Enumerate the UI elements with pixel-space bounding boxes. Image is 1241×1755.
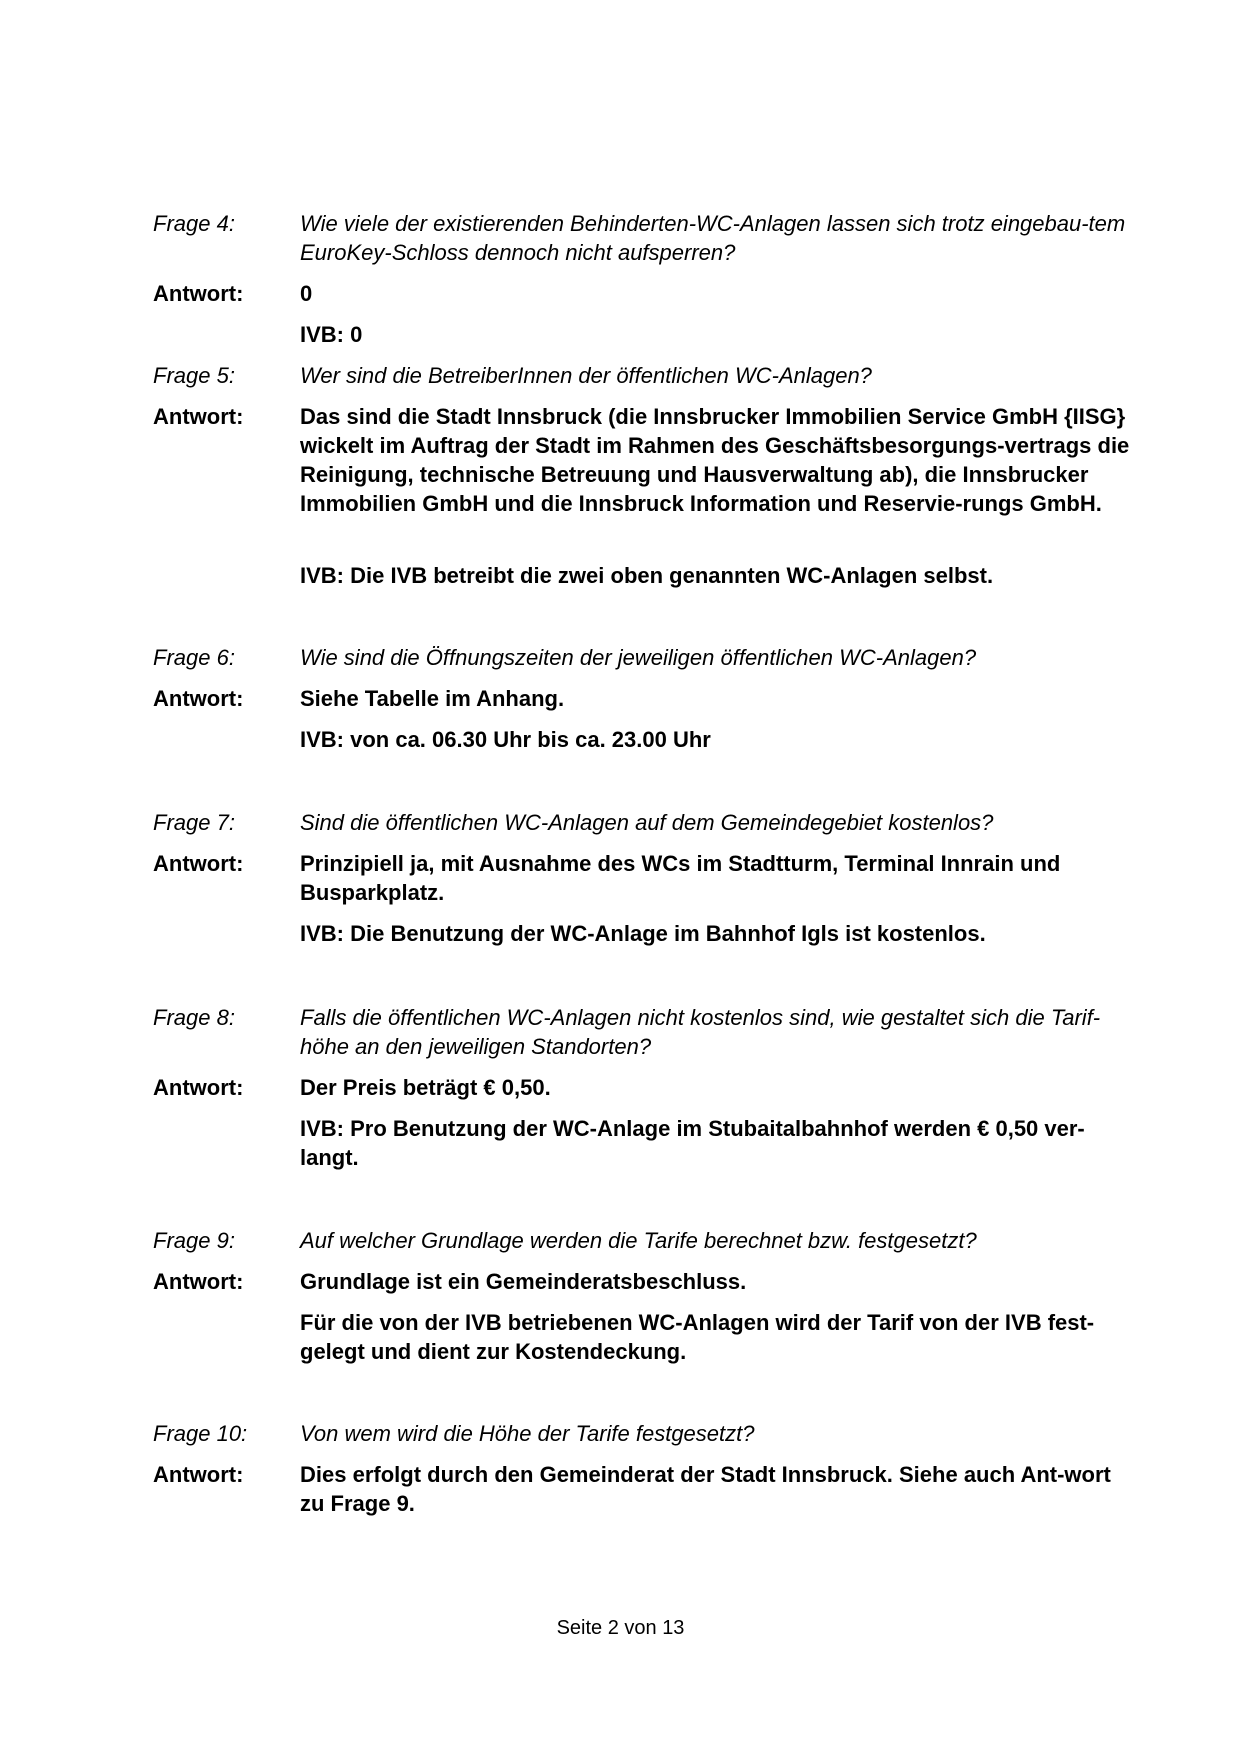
answer-text: Dies erfolgt durch den Gemeinderat der Stadt Innsbruck. Siehe auch Ant-wort zu Frage 9. bbox=[300, 1462, 1111, 1516]
ivb-text: IVB: Pro Benutzung der WC-Anlage im Stubaitalbahnhof werden € 0,50 ver-langt. bbox=[300, 1116, 1085, 1170]
question-label: Frage 10: bbox=[153, 1421, 248, 1446]
answer-text: Prinzipiell ja, mit Ausnahme des WCs im Stadtturm, Terminal Innrain und Busparkplatz. bbox=[300, 851, 1061, 905]
ivb-text: IVB: Die IVB betreibt die zwei oben genannten WC-Anlagen selbst. bbox=[300, 563, 994, 588]
answer-text: Der Preis beträgt € 0,50. bbox=[300, 1075, 551, 1100]
question-label: Frage 4: bbox=[153, 211, 235, 236]
answer-label: Antwort: bbox=[153, 404, 244, 429]
page-number-footer: Seite 2 von 13 bbox=[556, 1617, 685, 1639]
question-text: Wer sind die BetreiberInnen der öffentlichen WC-Anlagen? bbox=[300, 363, 872, 388]
ivb-text: IVB: Die Benutzung der WC-Anlage im Bahnhof Igls ist kostenlos. bbox=[300, 921, 986, 946]
question-text: Wie viele der existierenden Behinderten-WC-Anlagen lassen sich trotz eingebau-tem EuroKey-Schloss dennoch nicht aufsperren? bbox=[300, 211, 1126, 265]
answer-label: Antwort: bbox=[153, 686, 244, 711]
question-text: Von wem wird die Höhe der Tarife festgesetzt? bbox=[300, 1421, 755, 1446]
answer-text: Das sind die Stadt Innsbruck (die Innsbrucker Immobilien Service GmbH {IISG} wickelt im Auftrag der Stadt im Rahmen des Geschäftsbesorgungs-vertrags die Reinigung, technische Betreuung und Hausverwaltung ab), die Innsbrucker Immobilien GmbH und die Innsbruck Information und Reservie-rungs GmbH. bbox=[300, 404, 1130, 516]
answer-text: Grundlage ist ein Gemeinderatsbeschluss. bbox=[300, 1269, 747, 1294]
answer-text: 0 bbox=[300, 281, 313, 306]
question-label: Frage 7: bbox=[153, 810, 235, 835]
question-text: Falls die öffentlichen WC-Anlagen nicht kostenlos sind, wie gestaltet sich die Tarif-höhe an den jeweiligen Standorten? bbox=[300, 1005, 1101, 1059]
ivb-text: IVB: 0 bbox=[300, 322, 363, 347]
question-label: Frage 6: bbox=[153, 645, 235, 670]
answer-text: Siehe Tabelle im Anhang. bbox=[300, 686, 565, 711]
answer-label: Antwort: bbox=[153, 851, 244, 876]
answer-label: Antwort: bbox=[153, 1462, 244, 1487]
ivb-text: IVB: von ca. 06.30 Uhr bis ca. 23.00 Uhr bbox=[300, 727, 711, 752]
question-label: Frage 8: bbox=[153, 1005, 235, 1030]
question-label: Frage 9: bbox=[153, 1228, 235, 1253]
answer-label: Antwort: bbox=[153, 1269, 244, 1294]
answer-label: Antwort: bbox=[153, 281, 244, 306]
question-text: Auf welcher Grundlage werden die Tarife berechnet bzw. festgesetzt? bbox=[300, 1228, 977, 1253]
question-text: Wie sind die Öffnungszeiten der jeweiligen öffentlichen WC-Anlagen? bbox=[300, 645, 977, 670]
ivb-text: Für die von der IVB betriebenen WC-Anlagen wird der Tarif von der IVB fest-gelegt und dient zur Kostendeckung. bbox=[300, 1310, 1095, 1364]
answer-label: Antwort: bbox=[153, 1075, 244, 1100]
question-label: Frage 5: bbox=[153, 363, 235, 388]
question-text: Sind die öffentlichen WC-Anlagen auf dem Gemeindegebiet kostenlos? bbox=[300, 810, 994, 835]
